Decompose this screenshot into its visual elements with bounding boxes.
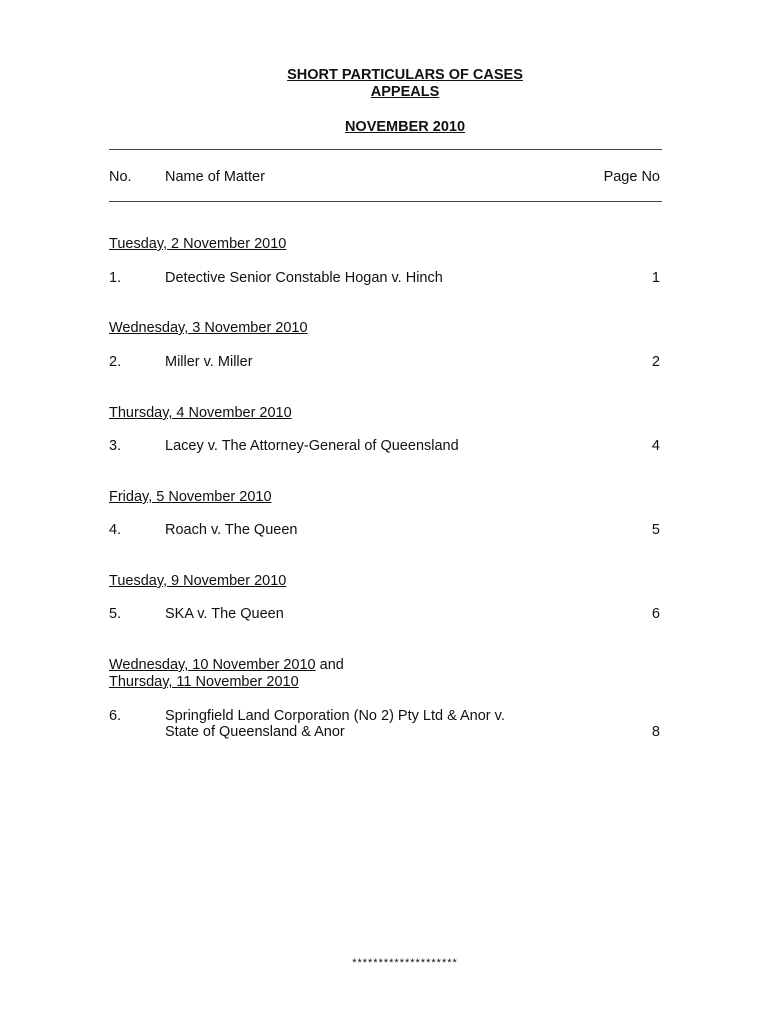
case-page-number: 6 <box>651 606 660 622</box>
case-page-number: 8 <box>651 724 660 740</box>
case-matter: Lacey v. The Attorney-General of Queensland <box>165 438 459 454</box>
case-page-number: 4 <box>651 438 660 454</box>
hearing-date: Wednesday, 10 November 2010 <box>109 657 316 673</box>
hearing-date: Thursday, 4 November 2010 <box>109 405 292 421</box>
hearing-date: Wednesday, 3 November 2010 <box>109 320 308 336</box>
hearing-date: Tuesday, 2 November 2010 <box>109 236 287 252</box>
header-bottom-rule <box>109 201 662 202</box>
document-title: SHORT PARTICULARS OF CASES <box>287 67 523 83</box>
case-page-number: 2 <box>651 354 660 370</box>
case-number: 1. <box>109 270 122 286</box>
case-page-number: 1 <box>651 270 660 286</box>
date-joiner: and <box>315 657 344 673</box>
case-matter: Detective Senior Constable Hogan v. Hinch <box>165 270 443 286</box>
case-number: 6. <box>109 708 122 724</box>
case-matter: Miller v. Miller <box>165 354 253 370</box>
hearing-date: Thursday, 11 November 2010 <box>109 674 299 690</box>
hearing-date: Tuesday, 9 November 2010 <box>109 573 287 589</box>
case-number: 5. <box>109 606 122 622</box>
case-matter-line2: State of Queensland & Anor <box>165 724 345 740</box>
end-of-list-asterisks: ******************** <box>352 957 458 969</box>
document-subtitle: APPEALS <box>370 84 440 100</box>
hearing-date: Friday, 5 November 2010 <box>109 489 272 505</box>
case-page-number: 5 <box>651 522 660 538</box>
column-header-page: Page No <box>603 169 660 185</box>
header-top-rule <box>109 149 662 150</box>
hearing-date-range <box>109 657 344 674</box>
case-matter: Roach v. The Queen <box>165 522 298 538</box>
column-header-no: No. <box>109 169 132 185</box>
case-number: 3. <box>109 438 122 454</box>
case-number: 2. <box>109 354 122 370</box>
case-matter-line1: Springfield Land Corporation (No 2) Pty Ltd & Anor v. <box>165 708 505 724</box>
document-month: NOVEMBER 2010 <box>344 119 466 135</box>
case-matter: SKA v. The Queen <box>165 606 284 622</box>
case-number: 4. <box>109 522 122 538</box>
column-header-name: Name of Matter <box>165 169 265 185</box>
